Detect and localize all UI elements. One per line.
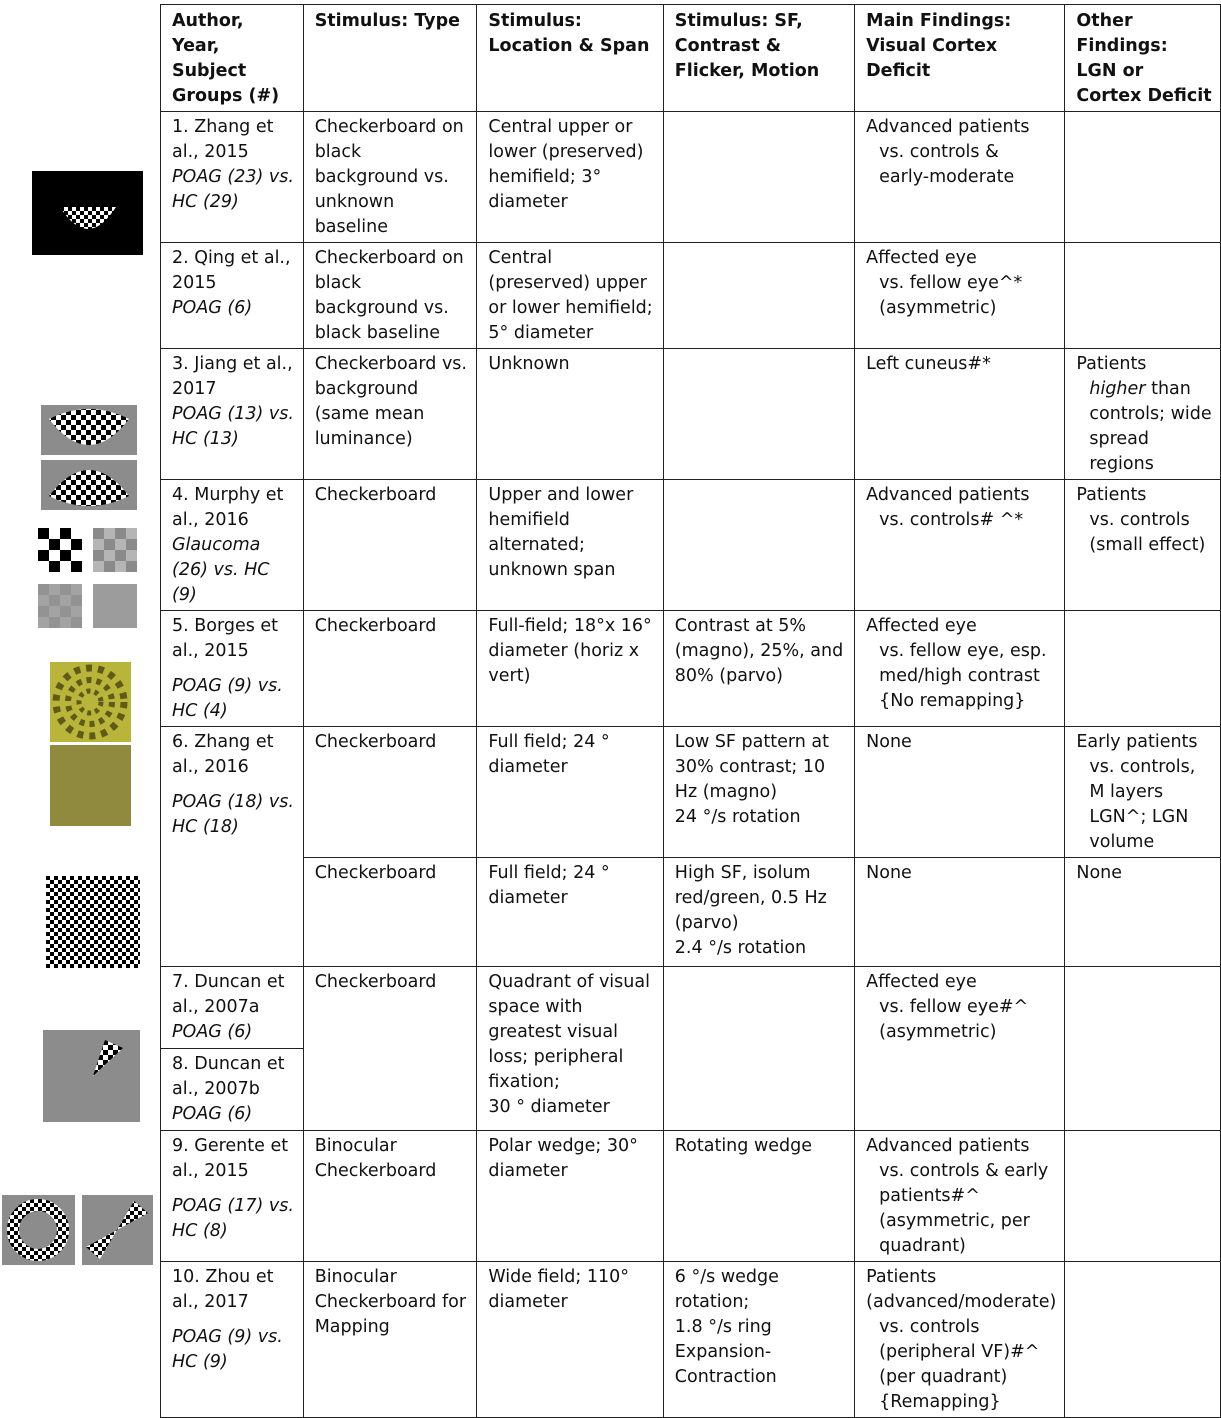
- sf-cell: High SF, isolum red/green, 0.5 Hz (parvo) 2.4 °/s rotation: [663, 858, 854, 967]
- thumb-checker-lowest-contrast: [93, 584, 137, 628]
- header-main-findings: Main Findings: Visual Cortex Deficit: [855, 5, 1065, 112]
- thumb-checker-high-contrast: [38, 528, 82, 572]
- thumb-lower-hemifield: [41, 460, 137, 510]
- table-row: [161, 1262, 1221, 1418]
- stimulus-type-cell: Checkerboard: [303, 858, 477, 967]
- stimulus-type-cell: Checkerboard on black background vs. unknown baseline: [303, 112, 477, 243]
- main-findings-cell: None: [855, 727, 1065, 858]
- stimulus-type-cell: Checkerboard: [303, 611, 477, 727]
- table-row: [161, 967, 1221, 1049]
- location-cell: Central (preserved) upper or lower hemifield; 5° diameter: [477, 243, 663, 349]
- location-cell: Polar wedge; 30° diameter: [477, 1131, 663, 1262]
- author-cell: 8. Duncan et al., 2007b POAG (6): [161, 1049, 304, 1131]
- main-findings-cell: Advanced patients vs. controls# ^*: [855, 480, 1065, 611]
- table-row: [161, 611, 1221, 727]
- stimulus-type-cell: Binocular Checkerboard: [303, 1131, 477, 1262]
- thumb-ring: [2, 1195, 75, 1265]
- header-location-span: Stimulus: Location & Span: [477, 5, 663, 112]
- author-cell: 7. Duncan et al., 2007a POAG (6): [161, 967, 304, 1049]
- stimulus-type-cell: Checkerboard vs. background (same mean luminance): [303, 349, 477, 480]
- other-findings-cell: Early patients vs. controls, M layers LGN^; LGN volume: [1065, 727, 1221, 858]
- location-cell: Wide field; 110° diameter: [477, 1262, 663, 1418]
- header-other-findings: Other Findings: LGN or Cortex Deficit: [1065, 5, 1221, 112]
- location-cell: Full field; 24 ° diameter: [477, 727, 663, 858]
- location-cell: Full-field; 18°x 16° diameter (horiz x vert): [477, 611, 663, 727]
- other-findings-cell: [1065, 1131, 1221, 1262]
- sf-cell: [663, 112, 854, 243]
- table-row: [161, 858, 1221, 967]
- thumb-isoluminant-olive: [50, 745, 131, 826]
- thumb-fine-checkerboard: [46, 876, 140, 968]
- glaucoma-fmri-studies-table: [160, 4, 1221, 1418]
- header-stimulus-type: Stimulus: Type: [303, 5, 477, 112]
- author-cell: 4. Murphy et al., 2016 Glaucoma (26) vs. HC (9): [161, 480, 304, 611]
- stimulus-type-cell: Checkerboard: [303, 480, 477, 611]
- other-findings-cell: None: [1065, 858, 1221, 967]
- thumb-checker-low-contrast: [38, 584, 82, 628]
- stimulus-type-cell: Checkerboard on black background vs. black baseline: [303, 243, 477, 349]
- main-findings-cell: Advanced patients vs. controls & early-moderate: [855, 112, 1065, 243]
- sf-cell: Rotating wedge: [663, 1131, 854, 1262]
- table-row: [161, 349, 1221, 480]
- other-findings-cell: [1065, 1262, 1221, 1418]
- author-cell: 10. Zhou et al., 2017 POAG (9) vs. HC (9): [161, 1262, 304, 1418]
- other-findings-cell: [1065, 243, 1221, 349]
- author-cell: 9. Gerente et al., 2015 POAG (17) vs. HC (8): [161, 1131, 304, 1262]
- table-row: [161, 727, 1221, 858]
- main-findings-cell: None: [855, 858, 1065, 967]
- location-cell: Quadrant of visual space with greatest visual loss; peripheral fixation; 30 ° diameter: [477, 967, 663, 1131]
- sf-cell: [663, 967, 854, 1131]
- sf-cell: [663, 243, 854, 349]
- header-author: Author, Year, Subject Groups (#): [161, 5, 304, 112]
- location-cell: Full field; 24 ° diameter: [477, 858, 663, 967]
- thumb-checker-mid-contrast: [93, 528, 137, 572]
- other-findings-cell: [1065, 112, 1221, 243]
- other-findings-cell: [1065, 611, 1221, 727]
- author-cell: 3. Jiang et al., 2017 POAG (13) vs. HC (13): [161, 349, 304, 480]
- main-findings-cell: Affected eye vs. fellow eye^* (asymmetric): [855, 243, 1065, 349]
- sf-cell: 6 °/s wedge rotation; 1.8 °/s ring Expansion-Contraction: [663, 1262, 854, 1418]
- thumb-double-wedge: [82, 1195, 153, 1265]
- table-row: [161, 480, 1221, 611]
- other-findings-cell: Patients vs. controls (small effect): [1065, 480, 1221, 611]
- stimulus-type-cell: Checkerboard: [303, 727, 477, 858]
- table-row: [161, 1131, 1221, 1262]
- sf-cell: [663, 349, 854, 480]
- sf-cell: [663, 480, 854, 611]
- location-cell: Upper and lower hemifield alternated; unknown span: [477, 480, 663, 611]
- thumb-radial-yellow: [50, 662, 131, 742]
- stimulus-type-cell: Checkerboard: [303, 967, 477, 1131]
- thumb-hemifield-black: [32, 171, 143, 255]
- author-cell: 1. Zhang et al., 2015 POAG (23) vs. HC (29): [161, 112, 304, 243]
- main-findings-cell: Advanced patients vs. controls & early patients#^ (asymmetric, per quadrant): [855, 1131, 1065, 1262]
- main-findings-cell: Left cuneus#*: [855, 349, 1065, 480]
- table-row: [161, 112, 1221, 243]
- table-row: [161, 243, 1221, 349]
- sf-cell: Low SF pattern at 30% contrast; 10 Hz (magno) 24 °/s rotation: [663, 727, 854, 858]
- main-findings-cell: Patients (advanced/moderate) vs. controls (peripheral VF)#^ (per quadrant) {Remapping}: [855, 1262, 1065, 1418]
- stimulus-type-cell: Binocular Checkerboard for Mapping: [303, 1262, 477, 1418]
- author-cell: 2. Qing et al., 2015 POAG (6): [161, 243, 304, 349]
- main-findings-cell: Affected eye vs. fellow eye#^ (asymmetric): [855, 967, 1065, 1131]
- header-row: [161, 5, 1221, 112]
- author-cell: 6. Zhang et al., 2016 POAG (18) vs. HC (18): [161, 727, 304, 967]
- other-findings-cell: [1065, 967, 1221, 1131]
- thumb-polar-wedge: [43, 1030, 140, 1122]
- main-findings-cell: Affected eye vs. fellow eye, esp. med/high contrast {No remapping}: [855, 611, 1065, 727]
- location-cell: Central upper or lower (preserved) hemifield; 3° diameter: [477, 112, 663, 243]
- author-cell: 5. Borges et al., 2015 POAG (9) vs. HC (4): [161, 611, 304, 727]
- other-findings-cell: Patients higher than controls; wide spread regions: [1065, 349, 1221, 480]
- thumb-upper-hemifield: [41, 405, 137, 455]
- sf-cell: Contrast at 5% (magno), 25%, and 80% (parvo): [663, 611, 854, 727]
- header-sf-contrast: Stimulus: SF, Contrast & Flicker, Motion: [663, 5, 854, 112]
- location-cell: Unknown: [477, 349, 663, 480]
